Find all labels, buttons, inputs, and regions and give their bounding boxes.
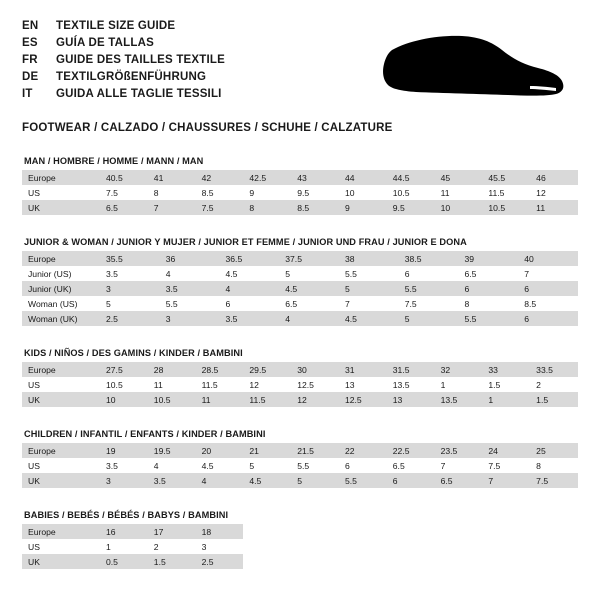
row-label: UK: [22, 392, 100, 407]
row-label: Europe: [22, 443, 100, 458]
cell: 6.5: [285, 298, 298, 309]
cell-empty: [291, 524, 339, 539]
cell: 8.5: [291, 200, 339, 215]
cell: 10.5: [106, 379, 123, 390]
cell-empty: [435, 524, 483, 539]
cell: 17: [148, 524, 196, 539]
language-title: TEXTILGRÖßENFÜHRUNG: [56, 71, 207, 83]
size-table: [22, 251, 578, 326]
cell: 4.5: [339, 311, 399, 326]
row-label: Europe: [22, 362, 100, 377]
cell: 11: [196, 392, 244, 407]
cell: 5: [285, 268, 291, 279]
cell: 3: [160, 311, 220, 326]
language-row: [22, 35, 225, 51]
cell-empty: [482, 524, 530, 539]
cell: 6.5: [392, 460, 405, 471]
cell: 7: [524, 268, 530, 279]
cell: 36: [160, 251, 220, 266]
cell: 20: [196, 443, 244, 458]
cell: 4.5: [243, 473, 291, 488]
cell: 1: [106, 541, 111, 552]
cell: 8: [464, 298, 470, 309]
cell: 11: [530, 200, 578, 215]
cell: 6: [387, 473, 435, 488]
group-title: JUNIOR & WOMAN / JUNIOR Y MUJER / JUNIOR ET FEMME / JUNIOR UND FRAU / JUNIOR E DONA: [24, 237, 467, 247]
cell: 28: [148, 362, 196, 377]
cell: 44.5: [387, 170, 435, 185]
cell: 3.5: [160, 281, 220, 296]
dress-shoe-icon: [380, 30, 570, 108]
size-group-children: [22, 429, 578, 488]
cell: 5.5: [339, 473, 387, 488]
cell-empty: [482, 554, 530, 569]
cell: 4: [196, 473, 244, 488]
cell: 33.5: [530, 362, 578, 377]
language-title: GUÍA DE TALLAS: [56, 37, 154, 49]
cell: 2.5: [100, 311, 160, 326]
row-label: US: [28, 460, 40, 471]
language-code: FR: [22, 54, 38, 66]
cell: 1.5: [488, 379, 501, 390]
cell: 13.5: [435, 392, 483, 407]
cell: 18: [196, 524, 244, 539]
cell: 6: [518, 311, 578, 326]
cell: 21: [243, 443, 291, 458]
cell: 6.5: [100, 200, 148, 215]
size-table: [22, 524, 578, 569]
cell-empty: [291, 539, 339, 554]
table-row: [22, 185, 578, 200]
cell: 7: [482, 473, 530, 488]
cell: 19.5: [148, 443, 196, 458]
page-title: FOOTWEAR / CALZADO / CHAUSSURES / SCHUHE / CALZATURE: [22, 122, 393, 134]
cell: 3: [100, 281, 160, 296]
cell: 7.5: [404, 298, 417, 309]
cell: 21.5: [291, 443, 339, 458]
cell-empty: [243, 524, 291, 539]
language-row: [22, 69, 225, 85]
cell: 3.5: [106, 460, 118, 471]
cell: 10: [435, 200, 483, 215]
size-table: [22, 170, 578, 215]
cell: 24: [482, 443, 530, 458]
footer-spacer: [22, 569, 578, 579]
cell: 30: [291, 362, 339, 377]
cell: 0.5: [100, 554, 148, 569]
table-row: [22, 524, 578, 539]
cell: 38.5: [399, 251, 459, 266]
cell: 9: [249, 187, 255, 198]
cell: 5.5: [345, 268, 357, 279]
cell: 33: [482, 362, 530, 377]
cell: 1: [440, 379, 446, 390]
cell-empty: [435, 539, 483, 554]
table-row: [22, 311, 578, 326]
size-group-kids: [22, 348, 578, 407]
table-row: [22, 443, 578, 458]
group-title: CHILDREN / INFANTIL / ENFANTS / KINDER / BAMBINI: [24, 429, 266, 439]
size-table: [22, 443, 578, 488]
cell-empty: [339, 554, 387, 569]
cell-empty: [339, 539, 387, 554]
row-label: Europe: [22, 524, 100, 539]
cell: 5: [106, 298, 111, 309]
cell: 4: [279, 311, 339, 326]
cell: 1.5: [148, 554, 196, 569]
cell: 6: [459, 281, 519, 296]
cell-empty: [387, 524, 435, 539]
cell: 4.5: [225, 268, 238, 279]
row-label: US: [28, 541, 40, 552]
cell: 8: [153, 187, 159, 198]
cell: 6: [225, 298, 231, 309]
cell: 7: [148, 200, 196, 215]
cell: 6: [404, 268, 410, 279]
row-label: Junior (US): [28, 268, 72, 279]
language-row: [22, 86, 225, 102]
cell: 12.5: [339, 392, 387, 407]
language-code: IT: [22, 88, 33, 100]
cell: 22.5: [387, 443, 435, 458]
cell: 3: [201, 541, 207, 552]
table-row: [22, 251, 578, 266]
cell: 9.5: [387, 200, 435, 215]
cell: 13: [344, 379, 355, 390]
table-row: [22, 296, 578, 311]
cell: 12: [536, 187, 546, 198]
cell: 12: [249, 379, 259, 390]
group-title: KIDS / NIÑOS / DES GAMINS / KINDER / BAMBINI: [24, 348, 243, 358]
cell: 36.5: [220, 251, 280, 266]
cell: 9.5: [297, 187, 310, 198]
cell-empty: [291, 554, 339, 569]
cell: 6.5: [464, 268, 477, 279]
cell: 5: [339, 281, 399, 296]
cell-empty: [387, 539, 435, 554]
cell: 8: [536, 460, 541, 471]
cell: 4: [153, 460, 159, 471]
cell: 39: [459, 251, 519, 266]
cell: 4.5: [279, 281, 339, 296]
cell: 5.5: [165, 298, 178, 309]
cell: 9: [339, 200, 387, 215]
row-label: Europe: [22, 251, 100, 266]
table-row: [22, 539, 578, 554]
row-label: Europe: [22, 170, 100, 185]
table-row: [22, 392, 578, 407]
row-label: UK: [22, 554, 100, 569]
row-label: Junior (UK): [22, 281, 100, 296]
row-label: UK: [22, 200, 100, 215]
page-header: [22, 18, 578, 108]
cell-empty: [243, 554, 291, 569]
language-code: ES: [22, 37, 38, 49]
language-title: GUIDE DES TAILLES TEXTILE: [56, 54, 225, 66]
cell: 5: [249, 460, 255, 471]
cell: 11: [440, 187, 450, 198]
cell: 3.5: [220, 311, 280, 326]
cell: 10: [344, 187, 355, 198]
size-table: [22, 362, 578, 407]
size-group-junior-woman: [22, 237, 578, 326]
cell: 4.5: [201, 460, 214, 471]
cell: 7.5: [106, 187, 118, 198]
cell: 23.5: [435, 443, 483, 458]
table-row: [22, 377, 578, 392]
group-title: BABIES / BEBÉS / BÉBÉS / BABYS / BAMBINI: [24, 510, 229, 520]
cell: 7: [345, 298, 350, 309]
cell: 10.5: [392, 187, 410, 198]
cell: 11.5: [201, 379, 218, 390]
cell: 3.5: [106, 268, 118, 279]
cell: 4: [220, 281, 280, 296]
cell: 3.5: [148, 473, 196, 488]
cell: 6: [518, 281, 578, 296]
cell: 37.5: [279, 251, 339, 266]
cell: 6: [344, 460, 350, 471]
cell-empty: [530, 524, 578, 539]
cell: 28.5: [196, 362, 244, 377]
cell: 11: [153, 379, 163, 390]
cell: 13: [387, 392, 435, 407]
cell: 45: [435, 170, 483, 185]
cell: 42: [196, 170, 244, 185]
cell-empty: [482, 539, 530, 554]
cell: 12: [291, 392, 339, 407]
row-label: Woman (UK): [22, 311, 100, 326]
row-label: US: [28, 187, 40, 198]
cell: 31: [339, 362, 387, 377]
cell: 7.5: [196, 200, 244, 215]
cell: 12.5: [297, 379, 314, 390]
size-group-man: [22, 156, 578, 215]
cell-empty: [339, 524, 387, 539]
cell: 10: [100, 392, 148, 407]
table-row: [22, 200, 578, 215]
cell: 5.5: [399, 281, 459, 296]
cell: 8.5: [201, 187, 214, 198]
row-label: Woman (US): [28, 298, 78, 309]
cell: 46: [530, 170, 578, 185]
cell: 45.5: [482, 170, 530, 185]
cell-empty: [243, 539, 291, 554]
cell: 5: [399, 311, 459, 326]
language-code: DE: [22, 71, 39, 83]
cell-empty: [387, 554, 435, 569]
cell: 11.5: [488, 187, 505, 198]
cell-empty: [530, 554, 578, 569]
cell: 7.5: [488, 460, 501, 471]
cell: 11.5: [243, 392, 291, 407]
cell: 40.5: [100, 170, 148, 185]
cell: 13.5: [392, 379, 410, 390]
language-title-list: [22, 18, 225, 102]
cell: 40: [518, 251, 578, 266]
cell: 44: [339, 170, 387, 185]
cell: 7: [440, 460, 446, 471]
size-group-babies: [22, 510, 578, 569]
cell: 25: [530, 443, 578, 458]
cell: 2: [153, 541, 159, 552]
cell: 22: [339, 443, 387, 458]
table-row: [22, 458, 578, 473]
cell: 29.5: [243, 362, 291, 377]
table-row: [22, 473, 578, 488]
cell: 5: [291, 473, 339, 488]
cell: 27.5: [100, 362, 148, 377]
cell: 19: [100, 443, 148, 458]
language-title: GUIDA ALLE TAGLIE TESSILI: [56, 88, 222, 100]
row-label: US: [28, 379, 40, 390]
cell: 10.5: [482, 200, 530, 215]
cell: 5.5: [459, 311, 519, 326]
language-row: [22, 52, 225, 68]
cell: 6.5: [435, 473, 483, 488]
table-row: [22, 170, 578, 185]
table-row: [22, 362, 578, 377]
table-row: [22, 266, 578, 281]
group-title: MAN / HOMBRE / HOMME / MANN / MAN: [24, 156, 204, 166]
cell: 7.5: [530, 473, 578, 488]
cell: 5.5: [297, 460, 310, 471]
cell-empty: [435, 554, 483, 569]
cell: 1: [482, 392, 530, 407]
cell: 2.5: [196, 554, 244, 569]
cell: 31.5: [387, 362, 435, 377]
language-row: [22, 18, 225, 34]
cell: 8.5: [524, 298, 537, 309]
cell: 10.5: [148, 392, 196, 407]
cell: 38: [339, 251, 399, 266]
language-title: TEXTILE SIZE GUIDE: [56, 20, 176, 32]
cell-empty: [530, 539, 578, 554]
cell: 3: [100, 473, 148, 488]
cell: 4: [165, 268, 171, 279]
cell: 35.5: [100, 251, 160, 266]
cell: 41: [148, 170, 196, 185]
row-label: UK: [22, 473, 100, 488]
cell: 1.5: [530, 392, 578, 407]
cell: 42.5: [243, 170, 291, 185]
language-code: EN: [22, 20, 39, 32]
table-row: [22, 554, 578, 569]
table-row: [22, 281, 578, 296]
cell: 43: [291, 170, 339, 185]
cell: 8: [243, 200, 291, 215]
cell: 2: [536, 379, 541, 390]
cell: 32: [435, 362, 483, 377]
cell: 16: [100, 524, 148, 539]
